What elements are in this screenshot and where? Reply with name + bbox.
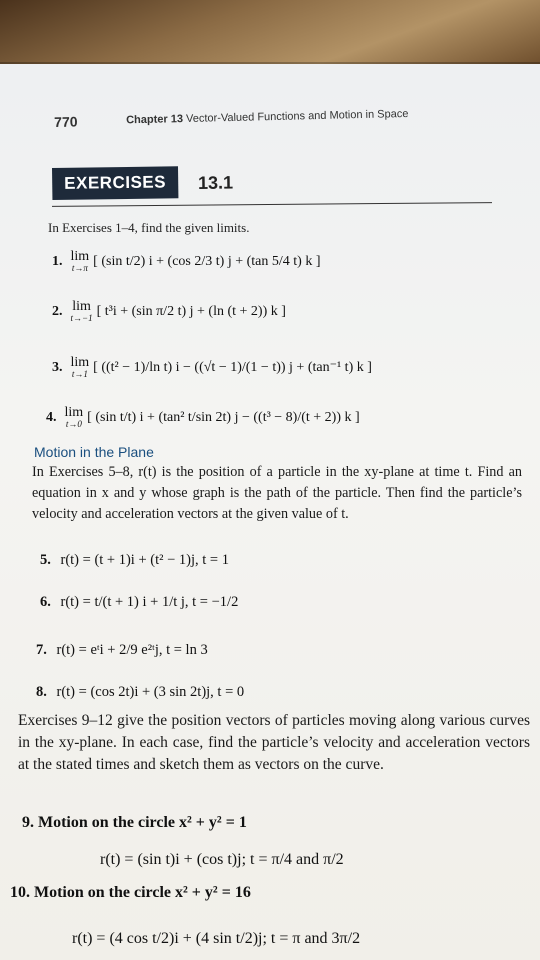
exercise-6: [40, 594, 238, 611]
limits-intro: In Exercises 1–4, find the given limits.: [48, 220, 250, 235]
exercise-5: [40, 552, 229, 569]
limit-expression: [ t³i + (sin π/2 t) j + (ln (t + 2)) k ]: [96, 303, 286, 319]
exercise-equation: r(t) = (cos 2t)i + (3 sin 2t)j, t = 0: [56, 684, 245, 700]
exercises-label: EXERCISES: [52, 166, 178, 200]
limit-subscript: t→0: [65, 419, 82, 429]
exercise-8: [36, 684, 244, 701]
chapter-heading: [126, 108, 408, 126]
limit-subscript: t→1: [71, 369, 88, 379]
curves-intro: Exercises 9–12 give the position vectors of particles moving along various curves in the xy-plane. In each case, find the particle’s velocity and acceleration vectors at the stated times and sketch them as vectors on the curve.: [18, 712, 530, 773]
exercise-10-title: [10, 884, 251, 902]
exercise-7: [36, 642, 208, 659]
section-title: Motion in the Plane: [34, 444, 154, 460]
exercise-equation: r(t) = eᵗi + 2/9 e²ᵗj, t = ln 3: [56, 642, 208, 658]
exercise-3: [52, 356, 372, 379]
chapter-label: Chapter 13: [126, 113, 184, 127]
section-number: 13.1: [197, 172, 234, 193]
heading-rule: [52, 202, 492, 207]
exercise-equation: r(t) = t/(t + 1) i + 1/t j, t = −1/2: [60, 594, 239, 610]
exercise-number: 9.: [22, 814, 34, 831]
exercise-2: [52, 300, 286, 323]
exercise-number: 4.: [46, 409, 57, 425]
exercise-number: 2.: [52, 303, 63, 319]
page-number: 770: [54, 113, 78, 130]
limit-operator: lim t→−1: [70, 299, 93, 323]
limit-operator: lim t→0: [64, 405, 84, 429]
limit-expression: [ ((t² − 1)/ln t) i − ((√t − 1)/(1 − t)) j + (tan⁻¹ t) k ]: [93, 360, 372, 375]
exercise-9-equation: r(t) = (sin t)i + (cos t)j; t = π/4 and π/2: [100, 851, 344, 868]
limit-operator: lim t→1: [70, 355, 90, 379]
page-header: [54, 107, 409, 132]
limit-expression: [ (sin t/t) i + (tan² t/sin 2t) j − ((t³ − 8)/(t + 2)) k ]: [87, 409, 360, 425]
exercise-number: 6.: [40, 594, 51, 610]
exercise-equation: r(t) = (t + 1)i + (t² − 1)j, t = 1: [60, 552, 229, 568]
limit-subscript: t→−1: [70, 313, 93, 323]
exercise-number: 8.: [36, 684, 47, 700]
exercise-title: Motion on the circle x² + y² = 1: [38, 814, 247, 831]
exercise-number: 10.: [10, 884, 30, 901]
exercises-heading: [52, 165, 233, 200]
limit-expression: [ (sin t/2) i + (cos 2/3 t) j + (tan 5/4 t) k ]: [93, 253, 321, 269]
exercise-10-equation: r(t) = (4 cos t/2)i + (4 sin t/2)j; t = π and 3π/2: [72, 930, 361, 947]
exercise-title: Motion on the circle x² + y² = 16: [34, 884, 251, 901]
plane-intro: In Exercises 5–8, r(t) is the position of a particle in the xy-plane at time t. Find an equation in x and y whose graph is the path of the particle. Then find the particle’s velocity and acceleration vectors at the given value of t.: [32, 464, 522, 522]
exercise-number: 5.: [40, 552, 51, 568]
exercise-1: [52, 250, 320, 273]
exercise-number: 7.: [36, 642, 47, 658]
exercise-number: 3.: [52, 359, 63, 375]
textbook-page: [0, 64, 540, 960]
limit-subscript: t→π: [71, 263, 88, 273]
chapter-title: Vector-Valued Functions and Motion in Space: [185, 107, 409, 126]
exercise-9-title: [22, 814, 247, 832]
limit-operator: lim t→π: [70, 249, 90, 273]
exercise-4: [46, 406, 360, 429]
exercise-number: 1.: [52, 253, 63, 269]
